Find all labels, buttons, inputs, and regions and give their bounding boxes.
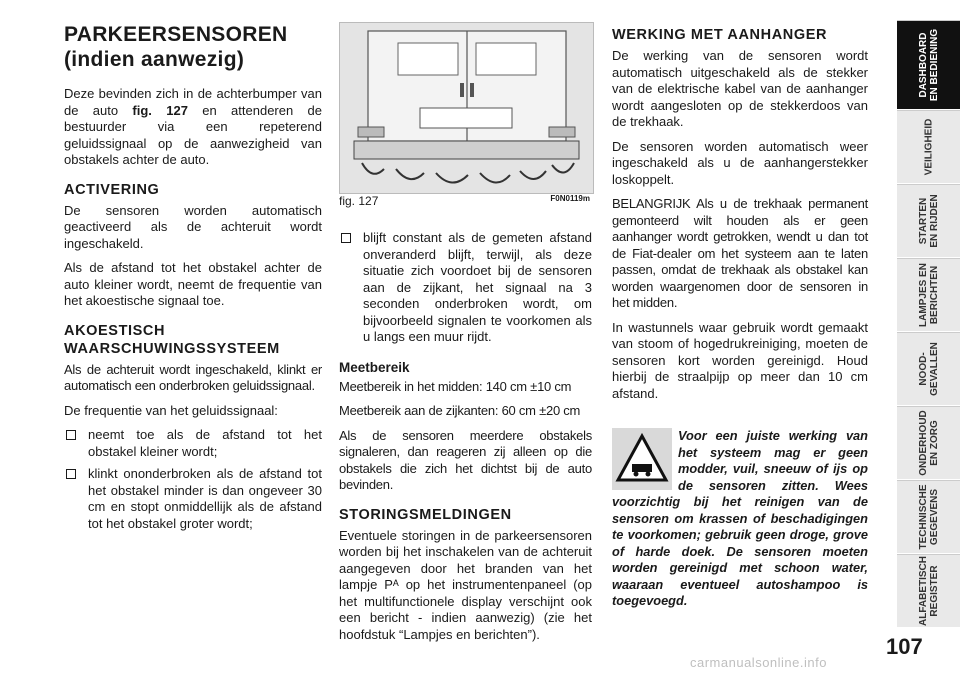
meetbereik-p2: Meetbereik aan de zijkanten: 60 cm ±20 cm	[339, 403, 581, 418]
checkbox-bullet-icon	[341, 233, 351, 243]
aanhanger-p1: De werking van de sensoren wordt automatisch uitgeschakeld als de stekker van de elektrische kabel van de aanhanger wordt aangesloten op de stekkerdoos van de trekhaak.	[612, 48, 868, 129]
aanhanger-p2: De sensoren worden automatisch weer ingeschakeld als u de aanhangerstekker loskoppelt.	[612, 138, 868, 187]
storing-heading: STORINGSMELDINGEN	[339, 506, 512, 523]
meetbereik-heading: Meetbereik	[339, 359, 410, 375]
figure-van-rear	[339, 22, 594, 194]
van-rear-illustration	[340, 23, 593, 193]
fig-reference: fig. 127	[132, 102, 188, 118]
tab-dashboard[interactable]: DASHBOARD EN BEDIENING	[897, 20, 960, 109]
akoestisch-p1: Als de achteruit wordt ingeschakeld, klinkt er automatisch een onderbroken geluidssignaal.	[64, 361, 322, 393]
storing-paragraph: Eventuele storingen in de parkeersensoren worden bij het inschakelen van de achteruit aangegeven door het branden van het lampje Pᴬ op het instrumentenpaneel (op het multifunctionele display verschijnt ook een bericht - indien aanwezig) (zie het hoofdstuk “Lampjes en berichten”).	[339, 527, 592, 642]
frequency-list	[64, 427, 322, 532]
figure-code: F0N0119m	[550, 194, 590, 203]
checkbox-bullet-icon	[66, 469, 76, 479]
aanhanger-p4: In wastunnels waar gebruik wordt gemaakt van stoom of hogedrukreiniging, moeten de sensoren kort worden gereinigd. Houd hierbij de straalpijp op meer dan 10 cm afstand.	[612, 319, 868, 401]
warning-triangle-icon	[612, 428, 672, 490]
tab-register[interactable]: ALFABETISCH REGISTER	[897, 554, 960, 627]
figure-caption: fig. 127 F0N0119m	[339, 194, 590, 208]
aanhanger-p3: BELANGRIJK Als u de trekhaak permanent gemonteerd wilt houden als er geen aanhanger wordt getrokken, wendt u dan tot de Fiat-dealer om het systeem aan te laten passen, omdat de trekhaak als obstakel kan worden waargenomen door de sensoren in het midden.	[612, 196, 868, 310]
page-title: PARKEERSENSOREN (indien aanwezig)	[64, 23, 288, 71]
column-left	[64, 22, 322, 538]
tab-noodgevallen[interactable]: NOOD- GEVALLEN	[897, 332, 960, 405]
constant-list	[339, 230, 592, 346]
checkbox-bullet-icon	[66, 430, 76, 440]
tab-starten[interactable]: STARTEN EN RIJDEN	[897, 184, 960, 257]
activering-p1: De sensoren worden automatisch geactiveerd als de achteruit wordt ingeschakeld.	[64, 202, 322, 251]
warning-note	[612, 428, 868, 610]
list-item: neemt toe als de afstand tot het obstakel kleiner wordt;	[64, 427, 322, 460]
intro-paragraph: Deze bevinden zich in de achterbumper van de auto fig. 127 en attenderen de bestuurder via een repeterend geluidssignaal op de aanwezigheid van obstakels achter de auto.	[64, 86, 322, 167]
list-item: blijft constant als de gemeten afstand onveranderd blijft, terwijl, als deze situatie zich voordoet bij de sensoren aan de zijkant, het signaal na 3 seconden onderbroken wordt, om bijvoorbeeld signalen te voorkomen als u langs een muur rijdt.	[339, 230, 592, 346]
activering-p2: Als de afstand tot het obstakel achter de auto kleiner wordt, neemt de frequentie van het akoestische signaal toe.	[64, 260, 322, 308]
meetbereik-p1: Meetbereik in het midden: 140 cm ±10 cm	[339, 378, 572, 394]
akoestisch-p2: De frequentie van het geluidssignaal:	[64, 402, 278, 418]
page-number: 107	[886, 634, 923, 659]
meetbereik-p3: Als de sensoren meerdere obstakels signaleren, dan reageren zij alleen op die obstakels die zich het dichtst bij de auto bevinden.	[339, 427, 592, 492]
aanhanger-heading: WERKING MET AANHANGER	[612, 27, 828, 43]
watermark: carmanualsonline.info	[690, 655, 827, 670]
tab-veiligheid[interactable]: VEILIGHEID	[897, 110, 960, 183]
warning-text: Voor een juiste werking van het systeem mag er geen modder, vuil, sneeuw of ijs op de sensoren zitten. Wees voorzichtig bij het reinigen van de sensoren om krassen of beschadigingen te voorkomen; gebruik geen droge, grove of harde doek. De sensoren moeten worden gereinigd met schoon water, waaraan eventueel autoshampoo is toegevoegd.	[612, 428, 868, 608]
activering-heading: ACTIVERING	[64, 181, 160, 198]
tab-lampjes[interactable]: LAMPJES EN BERICHTEN	[897, 258, 960, 331]
chapter-sidebar	[897, 0, 960, 678]
tab-technische[interactable]: TECHNISCHE GEGEVENS	[897, 480, 960, 553]
tab-onderhoud[interactable]: ONDERHOUD EN ZORG	[897, 406, 960, 479]
list-item: klinkt ononderbroken als de afstand tot het obstakel minder is dan ongeveer 30 cm en stopt onmiddellijk als de afstand tot het obstakel groter wordt;	[64, 466, 322, 532]
column-right	[612, 26, 868, 410]
akoestisch-heading: AKOESTISCH WAARSCHUWINGSSYSTEEM	[64, 322, 280, 357]
column-middle	[339, 230, 592, 651]
